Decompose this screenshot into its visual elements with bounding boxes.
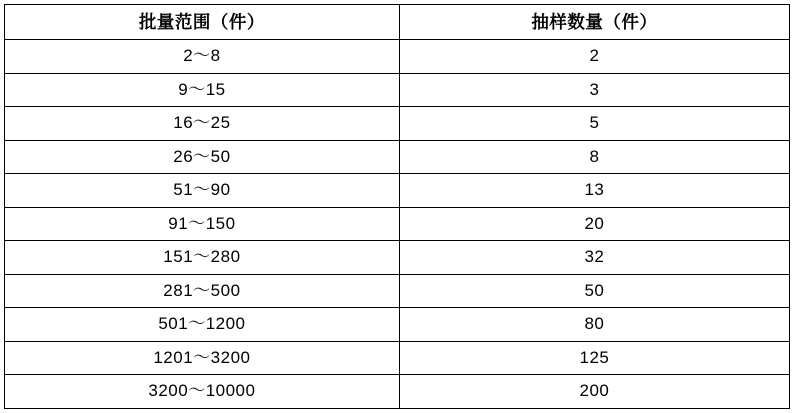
table-header-row <box>5 5 790 40</box>
table-row <box>5 174 790 208</box>
cell-sample-size: 50 <box>399 274 789 308</box>
table-row <box>5 73 790 107</box>
column-header-sample-size: 抽样数量（件） <box>399 5 789 40</box>
cell-sample-size: 5 <box>399 107 789 141</box>
table-body <box>5 40 790 409</box>
cell-lot-range: 1201～3200 <box>5 341 400 375</box>
cell-lot-range: 16～25 <box>5 107 400 141</box>
table-row <box>5 274 790 308</box>
cell-sample-size: 2 <box>399 40 789 74</box>
table-row <box>5 375 790 409</box>
cell-lot-range: 501～1200 <box>5 308 400 342</box>
cell-sample-size: 3 <box>399 73 789 107</box>
cell-lot-range: 281～500 <box>5 274 400 308</box>
cell-lot-range: 26～50 <box>5 140 400 174</box>
cell-sample-size: 20 <box>399 207 789 241</box>
table-row <box>5 308 790 342</box>
cell-lot-range: 2～8 <box>5 40 400 74</box>
table-row <box>5 40 790 74</box>
cell-lot-range: 3200～10000 <box>5 375 400 409</box>
table-row <box>5 140 790 174</box>
cell-sample-size: 80 <box>399 308 789 342</box>
sampling-table <box>4 4 790 409</box>
table-row <box>5 107 790 141</box>
cell-sample-size: 13 <box>399 174 789 208</box>
table-row <box>5 341 790 375</box>
column-header-lot-range: 批量范围（件） <box>5 5 400 40</box>
cell-sample-size: 8 <box>399 140 789 174</box>
table-row <box>5 241 790 275</box>
cell-lot-range: 51～90 <box>5 174 400 208</box>
cell-sample-size: 200 <box>399 375 789 409</box>
cell-lot-range: 91～150 <box>5 207 400 241</box>
cell-lot-range: 151～280 <box>5 241 400 275</box>
cell-sample-size: 32 <box>399 241 789 275</box>
table-row <box>5 207 790 241</box>
cell-lot-range: 9～15 <box>5 73 400 107</box>
table-header <box>5 5 790 40</box>
cell-sample-size: 125 <box>399 341 789 375</box>
